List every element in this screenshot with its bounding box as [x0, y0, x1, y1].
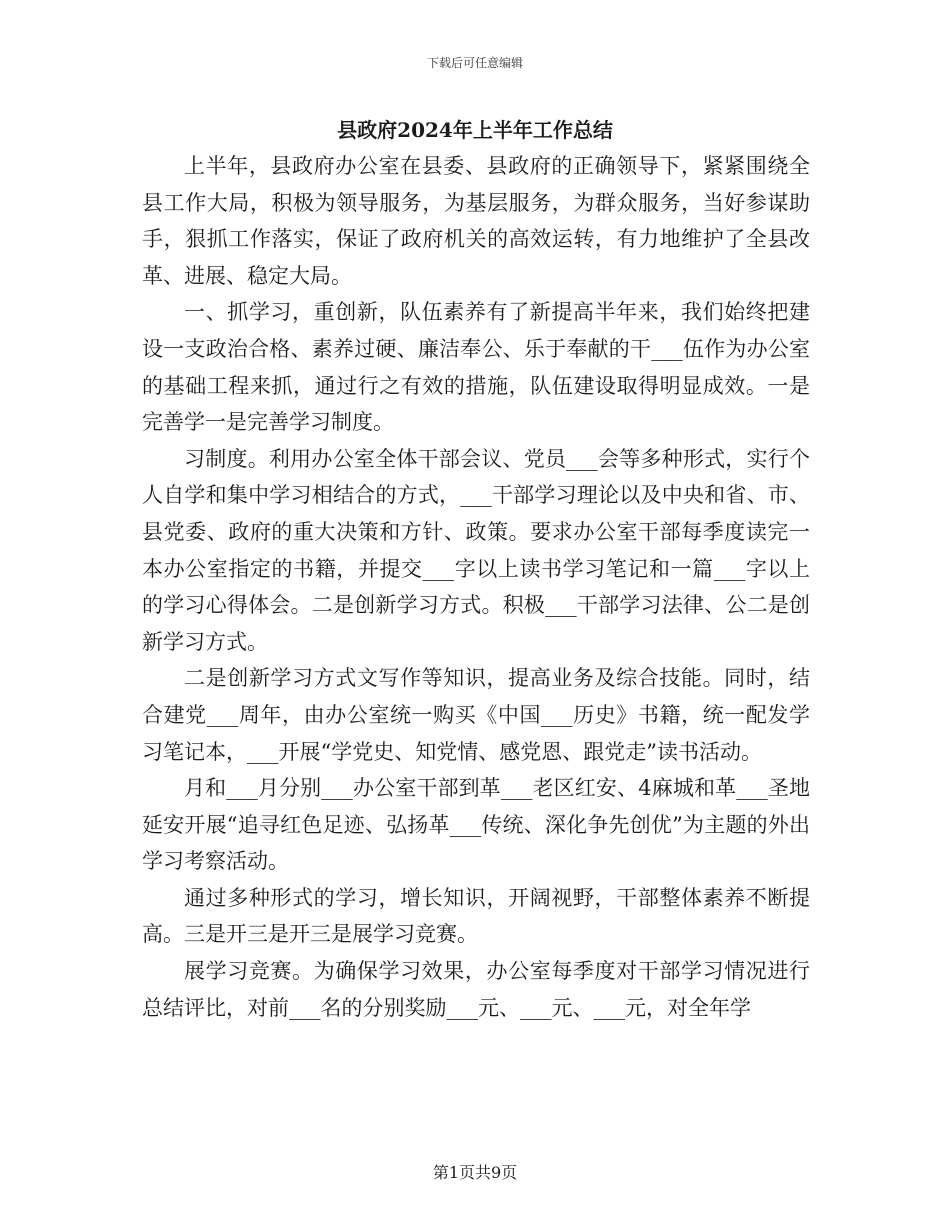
- paragraph-intro: 上半年，县政府办公室在县委、县政府的正确领导下，紧紧围绕全县工作大局，积极为领导服务，为基层服务，为群众服务，当好参谋助手，狠抓工作落实，保证了政府机关的高效运转，有力地维护了全县改革、进展、稳定大局。: [142, 154, 810, 288]
- page-header-note: 下载后可任意编辑: [426, 56, 523, 70]
- page-number: 第1页共9页: [432, 1163, 518, 1182]
- paragraph-competition: 展学习竞赛。为确保学习效果，办公室每季度对干部学习情况进行总结评比，对前___名的分别奖励___元、___元、___元，对全年学: [142, 959, 810, 1020]
- paragraph-field-trip: 月和___月分别___办公室干部到革___老区红安、4麻城和革___圣地延安开展“追寻红色足迹、弘扬革___传统、深化争先创优”为主题的外出学习考察活动。: [142, 776, 810, 874]
- paragraph-study-system: 习制度。利用办公室全体干部会议、党员___会等多种形式，实行个人自学和集中学习相结合的方式，___干部学习理论以及中央和省、市、县党委、政府的重大决策和方针、政策。要求办公室干部每季度读完一本办公室指定的书籍，并提交___字以上读书学习笔记和一篇___字以上的学习心得体会。二是创新学习方式。积极___干部学习法律、公二是创新学习方式。: [142, 446, 810, 654]
- paragraph-study-method: 二是创新学习方式文写作等知识，提高业务及综合技能。同时，结合建党___周年，由办公室统一购买《中国___历史》书籍，统一配发学习笔记本，___开展“学党史、知党情、感党恩、跟党走”读书活动。: [142, 666, 810, 764]
- paragraph-section-one: 一、抓学习，重创新，队伍素养有了新提高半年来，我们始终把建设一支政治合格、素养过硬、廉洁奉公、乐于奉献的干___伍作为办公室的基础工程来抓，通过行之有效的措施，队伍建设取得明显成效。一是完善学一是完善学习制度。: [142, 300, 810, 435]
- document-title: 县政府2024年上半年工作总结: [337, 118, 613, 142]
- paragraph-outcome: 通过多种形式的学习，增长知识，开阔视野，干部整体素养不断提高。三是开三是开三是展学习竞赛。: [142, 885, 810, 947]
- document-body: [142, 148, 810, 1026]
